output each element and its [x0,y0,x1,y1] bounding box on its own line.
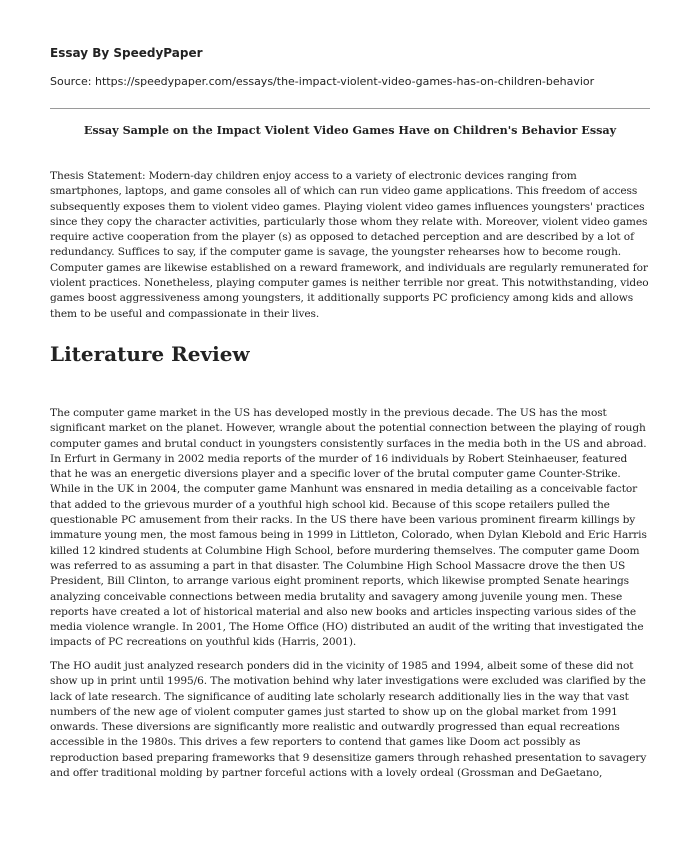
section-heading: Literature Review [50,342,250,366]
document-title: Essay Sample on the Impact Violent Video Games Have on Children's Behavior Essay [83,123,617,137]
source-label: Source: [50,75,95,88]
source-url[interactable]: https://speedypaper.com/essays/the-impact-violent-video-games-has-on-children-behavior [94,75,595,88]
document-page [50,0,650,850]
review-paragraph-2: The HO audit just analyzed research ponders did in the vicinity of 1985 and 1994, albeit some of these did not show up in print until 1995/6. The motivation behind why later investigations were excluded was clarified by the lack of late research. The significance of auditing late scholarly research additionally lies in the way that vast numbers of the new age of violent computer games just started to show up on the global market from 1991 onwards. These diversions are significantly more realistic and outwardly progressed than equal recreations accessible in the 1980s. This drives a few reporters to contend that games like Doom act possibly as reproduction based preparing frameworks that 9 desensitize gamers through rehashed presentation to savagery and offer traditional molding by partner forceful actions with a lovely ordeal (Grossman and DeGaetano, [50,660,647,780]
review-paragraph-1: The computer game market in the US has developed mostly in the previous decade. The US has the most significant market on the planet. However, wrangle about the potential connection between the playing of rough computer games and brutal conduct in youngsters consistently surfaces in the media both in the US and abroad. In Erfurt in Germany in 2002 media reports of the murder of 16 individuals by Robert Steinhaeuser, featured that he was an energetic diversions player and a specific lover of the brutal computer game Counter-Strike. While in the UK in 2004, the computer game Manhunt was ensnared in media detailing as a conceivable factor that added to the grievous murder of a youthful high school kid. Because of this scope retailers pulled the questionable PC amusement from their racks. In the US there have been various prominent firearm killings by immature young men, the most famous being in 1999 in Littleton, Colorado, when Dylan Klebold and Eric Harris killed 12 kindred students at Columbine High School, before murdering themselves. The computer game Doom was referred to as assuming a part in that disaster. The Columbine High School Massacre drove the then US President, Bill Clinton, to arrange various eight prominent reports, which likewise prompted Senate hearings analyzing conceivable connections between media brutality and savagery among juvenile young men. These reports have created a lot of historical material and also new books and articles inspecting various sides of the media violence wrangle. In 2001, The Home Office (HO) distributed an audit of the writing that investigated the impacts of PC recreations on youthful kids (Harris, 2001). [50,407,647,649]
thesis-paragraph: Thesis Statement: Modern-day children enjoy access to a variety of electronic devices ranging from smartphones, laptops, and game consoles all of which can run video game applications. This freedom of access subsequently exposes them to violent video games. Playing violent video games influences youngsters' practices since they copy the character activities, particularly those whom they relate with. Moreover, violent video games require active cooperation from the player (s) as opposed to detached perception and are described by a lot of redundancy. Suffices to say, if the computer game is savage, the youngster rehearses how to become rough. Computer games are likewise established on a reward framework, and individuals are regularly remunerated for violent practices. Nonetheless, playing computer games is neither terrible nor great. This notwithstanding, video games boost aggressiveness among youngsters, it additionally supports PC proficiency among kids and allows them to be useful and compassionate in their lives. [50,170,649,320]
essay-author-line: Essay By SpeedyPaper [50,46,203,60]
header-divider [50,108,650,109]
source-line [50,75,594,88]
